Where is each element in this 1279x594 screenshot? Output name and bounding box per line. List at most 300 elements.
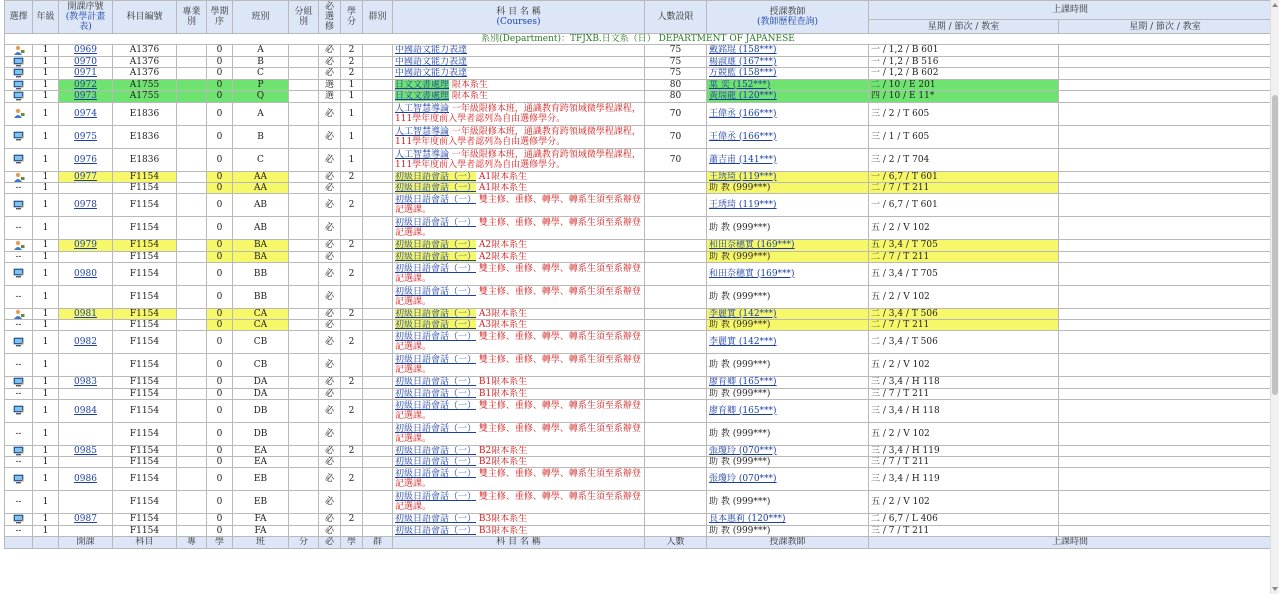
teacher-link[interactable]: 葉 奕 (152***) xyxy=(709,79,771,90)
enroll-cap-cell xyxy=(645,262,707,285)
term-cell: 0 xyxy=(207,194,233,217)
table-row xyxy=(5,331,1272,354)
credits-cell: 2 xyxy=(341,45,363,57)
course-name-link[interactable]: 初級日語會話（一） xyxy=(395,377,477,388)
select-cell: -- xyxy=(5,491,33,514)
schedule-cell-2 xyxy=(1059,79,1272,91)
grade-cell: 1 xyxy=(33,388,59,399)
course-name-link[interactable]: 中國語文能力表達 xyxy=(395,56,468,67)
group-cell xyxy=(289,217,319,240)
add-course-computer-icon[interactable] xyxy=(13,69,25,79)
subject-code-cell: F1154 xyxy=(113,217,177,240)
schedule-cell-2 xyxy=(1059,45,1272,57)
class-cell: B xyxy=(233,125,289,148)
credits-cell xyxy=(341,388,363,399)
grade-cell: 1 xyxy=(33,45,59,57)
teacher-name: 助 教 (999***) xyxy=(709,223,771,233)
serial-cell xyxy=(59,468,113,491)
schedule-cell: 三 / 1 / T 605 xyxy=(869,125,1059,148)
enroll-cap-cell: 75 xyxy=(645,68,707,80)
course-plan-link[interactable]: 0975 xyxy=(74,131,97,142)
course-note: A2限本系生 xyxy=(478,240,528,251)
teacher-link[interactable]: 廖育卿 (165***) xyxy=(709,377,777,388)
teacher-cell[interactable] xyxy=(707,194,869,217)
major-cell xyxy=(177,79,207,91)
teacher-link[interactable]: 方競藍 (158***) xyxy=(709,68,777,79)
required-cell: 必 xyxy=(319,102,341,125)
enroll-cap-cell xyxy=(645,331,707,354)
add-course-computer-icon[interactable] xyxy=(13,406,25,416)
required-cell: 必 xyxy=(319,171,341,183)
select-cell[interactable] xyxy=(5,377,33,389)
group-cell xyxy=(289,388,319,399)
major-cell xyxy=(177,331,207,354)
course-plan-link[interactable]: 0984 xyxy=(74,405,97,416)
required-cell: 選 xyxy=(319,91,341,103)
enroll-cap-cell xyxy=(645,525,707,536)
course-list-page xyxy=(4,0,1271,549)
add-course-computer-icon[interactable] xyxy=(13,474,25,484)
add-course-computer-icon[interactable] xyxy=(13,515,25,525)
teacher-cell[interactable] xyxy=(707,240,869,252)
select-cell[interactable] xyxy=(5,308,33,320)
table-row xyxy=(5,251,1272,262)
col-serial-link[interactable]: (教學計畫表) xyxy=(65,12,106,32)
teacher-cell[interactable] xyxy=(707,308,869,320)
select-cell[interactable] xyxy=(5,68,33,80)
table-row xyxy=(5,171,1272,183)
course-name-link[interactable]: 初級日語會話（一） xyxy=(395,286,477,297)
course-name-link[interactable]: 中國語文能力表達 xyxy=(395,68,468,79)
schedule-cell: 三 / 7 / T 211 xyxy=(869,457,1059,468)
schedule-cell-2 xyxy=(1059,217,1272,240)
teacher-cell[interactable] xyxy=(707,68,869,80)
course-name-link[interactable]: 初級日語會話（一） xyxy=(395,195,477,205)
subject-code-cell: A1755 xyxy=(113,91,177,103)
select-cell[interactable] xyxy=(5,468,33,491)
group-cell xyxy=(289,262,319,285)
select-cell[interactable] xyxy=(5,240,33,252)
teacher-link[interactable]: 張瓊玲 (070***) xyxy=(709,474,777,484)
enroll-cap-cell xyxy=(645,320,707,331)
credits-cell: 1 xyxy=(341,91,363,103)
schedule-cell-2 xyxy=(1059,125,1272,148)
schedule-cell-2 xyxy=(1059,240,1272,252)
teacher-cell[interactable] xyxy=(707,514,869,526)
teacher-link[interactable]: 李麗實 (142***) xyxy=(709,337,777,347)
course-name-cell xyxy=(393,525,645,536)
teacher-cell[interactable] xyxy=(707,445,869,457)
table-row xyxy=(5,194,1272,217)
major-cell xyxy=(177,183,207,194)
enroll-cap-cell xyxy=(645,251,707,262)
grade-cell: 1 xyxy=(33,240,59,252)
table-row xyxy=(5,262,1272,285)
subject-code-cell: F1154 xyxy=(113,354,177,377)
credits-cell: 2 xyxy=(341,171,363,183)
enroll-cap-cell xyxy=(645,457,707,468)
term-cell: 0 xyxy=(207,102,233,125)
term-cell: 0 xyxy=(207,125,233,148)
group2-cell xyxy=(363,102,393,125)
teacher-link[interactable]: 張瓊玲 (070***) xyxy=(709,445,777,456)
teacher-name: 助 教 (999***) xyxy=(709,497,771,507)
schedule-cell: 二 / 6,7 / L 406 xyxy=(869,514,1059,526)
course-name-link[interactable]: 初級日語會話（一） xyxy=(395,388,477,399)
major-cell xyxy=(177,148,207,171)
teacher-link[interactable]: 王琇琦 (119***) xyxy=(709,200,777,210)
grade-cell: 1 xyxy=(33,262,59,285)
teacher-cell[interactable] xyxy=(707,102,869,125)
course-note: 限本系生 xyxy=(451,91,488,102)
add-course-computer-icon[interactable] xyxy=(13,80,25,90)
credits-cell: 2 xyxy=(341,514,363,526)
scroll-thumb[interactable] xyxy=(1272,95,1278,395)
course-plan-link[interactable]: 0982 xyxy=(74,337,97,347)
term-cell: 0 xyxy=(207,525,233,536)
select-cell[interactable] xyxy=(5,102,33,125)
table-row xyxy=(5,320,1272,331)
required-cell: 必 xyxy=(319,514,341,526)
class-cell: P xyxy=(233,79,289,91)
teacher-cell[interactable] xyxy=(707,377,869,389)
teacher-link[interactable]: 廖育卿 (165***) xyxy=(709,405,777,416)
course-plan-link[interactable]: 0976 xyxy=(74,154,97,165)
grade-cell: 1 xyxy=(33,457,59,468)
select-cell[interactable] xyxy=(5,331,33,354)
teacher-cell[interactable] xyxy=(707,171,869,183)
schedule-cell: 二 / 7 / T 211 xyxy=(869,320,1059,331)
add-course-computer-icon[interactable] xyxy=(13,378,25,388)
schedule-cell: 二 / 3,4 / T 506 xyxy=(869,331,1059,354)
add-course-computer-icon[interactable] xyxy=(13,57,25,67)
schedule-cell-2 xyxy=(1059,251,1272,262)
course-name-link[interactable]: 初級日語會話（一） xyxy=(395,514,477,525)
course-plan-link[interactable]: 0986 xyxy=(74,474,97,484)
required-cell: 必 xyxy=(319,240,341,252)
course-name-link[interactable]: 初級日語會話（一） xyxy=(395,308,477,319)
major-cell xyxy=(177,525,207,536)
teacher-cell[interactable] xyxy=(707,262,869,285)
select-cell: -- xyxy=(5,388,33,399)
select-cell: -- xyxy=(5,251,33,262)
group-cell xyxy=(289,79,319,91)
course-name-link[interactable]: 日文文書處理 xyxy=(395,79,450,90)
enroll-cap-cell xyxy=(645,194,707,217)
teacher-cell[interactable] xyxy=(707,56,869,68)
course-plan-link[interactable]: 0970 xyxy=(74,56,97,67)
major-cell xyxy=(177,491,207,514)
col-serial-label: 開課序號 xyxy=(67,2,104,12)
group-cell xyxy=(289,171,319,183)
course-name-link[interactable]: 人工智慧導論 xyxy=(395,126,450,137)
major-cell xyxy=(177,320,207,331)
course-plan-link[interactable]: 0978 xyxy=(74,200,97,210)
footer-class: 班 xyxy=(233,536,289,548)
course-name-link[interactable]: 初級日語會話（一） xyxy=(395,332,477,342)
course-name-link[interactable]: 日文文書處理 xyxy=(395,91,450,102)
teacher-cell[interactable] xyxy=(707,399,869,422)
credits-cell: 2 xyxy=(341,399,363,422)
schedule-cell: 五 / 2 / V 102 xyxy=(869,285,1059,308)
teacher-link[interactable]: 王琇琦 (119***) xyxy=(709,171,777,182)
vertical-scrollbar[interactable] xyxy=(1270,0,1279,594)
col-teacher xyxy=(707,1,869,34)
schedule-cell-2 xyxy=(1059,194,1272,217)
table-row xyxy=(5,45,1272,57)
select-cell: -- xyxy=(5,217,33,240)
schedule-cell: 三 / 2 / T 704 xyxy=(869,148,1059,171)
course-name-link[interactable]: 初級日語會話（一） xyxy=(395,423,477,434)
course-name-link[interactable]: 初級日語會話（一） xyxy=(395,457,477,467)
group2-cell xyxy=(363,91,393,103)
col-group: 分組別 xyxy=(289,1,319,34)
course-name-link[interactable]: 初級日語會話（一） xyxy=(395,400,477,411)
course-name-cell xyxy=(393,194,645,217)
teacher-link[interactable]: 和田奈穗實 (169***) xyxy=(709,268,795,279)
course-name-link[interactable]: 初級日語會話（一） xyxy=(395,240,477,251)
group-cell xyxy=(289,422,319,445)
select-cell[interactable] xyxy=(5,79,33,91)
table-row xyxy=(5,308,1272,320)
select-cell[interactable] xyxy=(5,445,33,457)
course-plan-link[interactable]: 0972 xyxy=(74,79,97,90)
course-name-link[interactable]: 初級日語會話（一） xyxy=(395,183,477,193)
class-cell: BA xyxy=(233,240,289,252)
course-note: A3限本系生 xyxy=(478,308,528,319)
select-cell: -- xyxy=(5,525,33,536)
schedule-cell-2 xyxy=(1059,68,1272,80)
add-course-user-icon[interactable] xyxy=(13,172,25,182)
serial-cell xyxy=(59,331,113,354)
serial-cell xyxy=(59,125,113,148)
col-teacher-link[interactable]: (教師歷程查詢) xyxy=(756,17,819,27)
course-plan-link[interactable]: 0983 xyxy=(74,377,97,388)
required-cell: 必 xyxy=(319,56,341,68)
credits-cell: 2 xyxy=(341,468,363,491)
teacher-link[interactable]: 戴銘琨 (158***) xyxy=(709,45,777,56)
class-cell: CB xyxy=(233,331,289,354)
credits-cell: 2 xyxy=(341,377,363,389)
course-name-cell xyxy=(393,354,645,377)
term-cell: 0 xyxy=(207,445,233,457)
select-cell[interactable] xyxy=(5,514,33,526)
course-plan-link[interactable]: 0977 xyxy=(74,171,97,182)
schedule-cell: 三 / 3,4 / H 119 xyxy=(869,468,1059,491)
serial-cell xyxy=(59,217,113,240)
course-plan-link[interactable]: 0981 xyxy=(74,308,97,319)
group2-cell xyxy=(363,171,393,183)
course-name-cell xyxy=(393,240,645,252)
teacher-link[interactable]: 李麗實 (142***) xyxy=(709,308,777,319)
enroll-cap-cell xyxy=(645,240,707,252)
class-cell: DB xyxy=(233,422,289,445)
serial-cell xyxy=(59,525,113,536)
subject-code-cell: A1376 xyxy=(113,45,177,57)
add-course-computer-icon[interactable] xyxy=(13,200,25,210)
group2-cell xyxy=(363,399,393,422)
select-cell[interactable] xyxy=(5,148,33,171)
term-cell: 0 xyxy=(207,45,233,57)
major-cell xyxy=(177,102,207,125)
select-cell[interactable] xyxy=(5,194,33,217)
course-name-link[interactable]: 初級日語會話（一） xyxy=(395,525,477,536)
select-cell: -- xyxy=(5,422,33,445)
serial-cell xyxy=(59,45,113,57)
teacher-cell[interactable] xyxy=(707,45,869,57)
add-course-user-icon[interactable] xyxy=(13,241,25,251)
course-name-link[interactable]: 初級日語會話（一） xyxy=(395,218,477,228)
course-name-cell xyxy=(393,68,645,80)
group2-cell xyxy=(363,56,393,68)
subject-code-cell: F1154 xyxy=(113,399,177,422)
add-course-computer-icon[interactable] xyxy=(13,92,25,102)
subject-code-cell: F1154 xyxy=(113,183,177,194)
credits-cell xyxy=(341,491,363,514)
course-note: 雙主修、重修、轉學、轉系生須至系辦登記選課。 xyxy=(395,286,641,307)
teacher-link[interactable]: 和田奈穗實 (169***) xyxy=(709,240,795,251)
table-row xyxy=(5,354,1272,377)
select-cell: -- xyxy=(5,457,33,468)
teacher-link[interactable]: 王偉丞 (166***) xyxy=(709,108,777,119)
add-course-computer-icon[interactable] xyxy=(13,132,25,142)
major-cell xyxy=(177,445,207,457)
group2-cell xyxy=(363,331,393,354)
course-name-link[interactable]: 人工智慧導論 xyxy=(395,149,450,160)
schedule-cell-2 xyxy=(1059,331,1272,354)
course-plan-link[interactable]: 0974 xyxy=(74,108,97,119)
col-select: 選擇 xyxy=(5,1,33,34)
class-cell: C xyxy=(233,68,289,80)
teacher-link[interactable]: 良本惠莉 (120***) xyxy=(709,514,786,525)
add-course-computer-icon[interactable] xyxy=(13,269,25,279)
course-name-cell xyxy=(393,56,645,68)
teacher-cell[interactable] xyxy=(707,468,869,491)
subject-code-cell: F1154 xyxy=(113,468,177,491)
group2-cell xyxy=(363,183,393,194)
term-cell: 0 xyxy=(207,56,233,68)
class-cell: Q xyxy=(233,91,289,103)
select-cell: -- xyxy=(5,285,33,308)
select-cell[interactable] xyxy=(5,262,33,285)
select-cell[interactable] xyxy=(5,125,33,148)
teacher-cell[interactable] xyxy=(707,331,869,354)
subject-code-cell: E1836 xyxy=(113,148,177,171)
course-plan-link[interactable]: 0973 xyxy=(74,91,97,102)
teacher-link[interactable]: 蕭吉甫 (141***) xyxy=(709,154,777,165)
col-teacher-label: 授課教師 xyxy=(769,7,806,17)
select-cell[interactable] xyxy=(5,399,33,422)
course-name-cell xyxy=(393,399,645,422)
add-course-user-icon[interactable] xyxy=(13,109,25,119)
required-cell: 必 xyxy=(319,183,341,194)
teacher-name: 助 教 (999***) xyxy=(709,320,771,330)
class-cell: CA xyxy=(233,308,289,320)
group-cell xyxy=(289,91,319,103)
term-cell: 0 xyxy=(207,354,233,377)
course-name-link[interactable]: 初級日語會話（一） xyxy=(395,263,477,274)
course-name-link[interactable]: 初級日語會話（一） xyxy=(395,171,477,182)
class-cell: FA xyxy=(233,525,289,536)
credits-cell: 2 xyxy=(341,68,363,80)
required-cell: 必 xyxy=(319,331,341,354)
schedule-cell: 二 / 10 / E 201 xyxy=(869,79,1059,91)
grade-cell: 1 xyxy=(33,251,59,262)
add-course-computer-icon[interactable] xyxy=(13,446,25,456)
term-cell: 0 xyxy=(207,491,233,514)
table-row xyxy=(5,91,1272,103)
class-cell: B xyxy=(233,56,289,68)
major-cell xyxy=(177,262,207,285)
group2-cell xyxy=(363,457,393,468)
credits-cell: 2 xyxy=(341,194,363,217)
course-plan-link[interactable]: 0987 xyxy=(74,514,97,525)
course-plan-link[interactable]: 0979 xyxy=(74,240,97,251)
course-name-link[interactable]: 初級日語會話（一） xyxy=(395,445,477,456)
teacher-cell[interactable] xyxy=(707,79,869,91)
teacher-cell[interactable] xyxy=(707,91,869,103)
course-name-link[interactable]: 初級日語會話（一） xyxy=(395,469,477,479)
add-course-user-icon[interactable] xyxy=(13,46,25,56)
select-cell[interactable] xyxy=(5,91,33,103)
teacher-link[interactable]: 王偉丞 (166***) xyxy=(709,131,777,142)
grade-cell: 1 xyxy=(33,91,59,103)
table-row xyxy=(5,388,1272,399)
select-cell[interactable] xyxy=(5,45,33,57)
course-name-cell xyxy=(393,285,645,308)
col-group2: 群別 xyxy=(363,1,393,34)
course-name-link[interactable]: 中國語文能力表達 xyxy=(395,45,468,56)
course-plan-link[interactable]: 0985 xyxy=(74,445,97,456)
required-cell: 必 xyxy=(319,468,341,491)
course-name-link[interactable]: 初級日語會話（一） xyxy=(395,320,477,330)
schedule-cell-2 xyxy=(1059,445,1272,457)
course-name-link[interactable]: 初級日語會話（一） xyxy=(395,492,477,502)
serial-cell xyxy=(59,320,113,331)
course-note: 雙主修、重修、轉學、轉系生須至系辦登記選課。 xyxy=(395,423,641,444)
major-cell xyxy=(177,388,207,399)
teacher-cell[interactable] xyxy=(707,148,869,171)
group2-cell xyxy=(363,320,393,331)
grade-cell: 1 xyxy=(33,79,59,91)
course-note: A1限本系生 xyxy=(478,171,528,182)
schedule-cell-2 xyxy=(1059,91,1272,103)
course-plan-link[interactable]: 0980 xyxy=(74,268,97,279)
select-cell[interactable] xyxy=(5,171,33,183)
course-plan-link[interactable]: 0971 xyxy=(74,68,97,79)
course-name-link[interactable]: 初級日語會話（一） xyxy=(395,251,477,262)
add-course-computer-icon[interactable] xyxy=(13,155,25,165)
teacher-link[interactable]: 楊淑雄 (167***) xyxy=(709,56,777,67)
course-name-link[interactable]: 初級日語會話（一） xyxy=(395,355,477,365)
add-course-computer-icon[interactable] xyxy=(13,337,25,347)
teacher-link[interactable]: 黃瑞龍 (120***) xyxy=(709,91,777,102)
course-name-cell xyxy=(393,79,645,91)
grade-cell: 1 xyxy=(33,514,59,526)
subject-code-cell: F1154 xyxy=(113,308,177,320)
scroll-up-arrow-icon[interactable] xyxy=(1272,3,1278,7)
schedule-cell-2 xyxy=(1059,377,1272,389)
add-course-user-icon[interactable] xyxy=(13,309,25,319)
course-name-link[interactable]: 人工智慧導論 xyxy=(395,103,450,114)
course-note: B1限本系生 xyxy=(478,388,528,399)
select-cell[interactable] xyxy=(5,56,33,68)
course-plan-link[interactable]: 0969 xyxy=(74,45,97,56)
subject-code-cell: F1154 xyxy=(113,422,177,445)
teacher-cell[interactable] xyxy=(707,125,869,148)
scroll-down-arrow-icon[interactable] xyxy=(1272,587,1278,591)
subject-code-cell: F1154 xyxy=(113,514,177,526)
